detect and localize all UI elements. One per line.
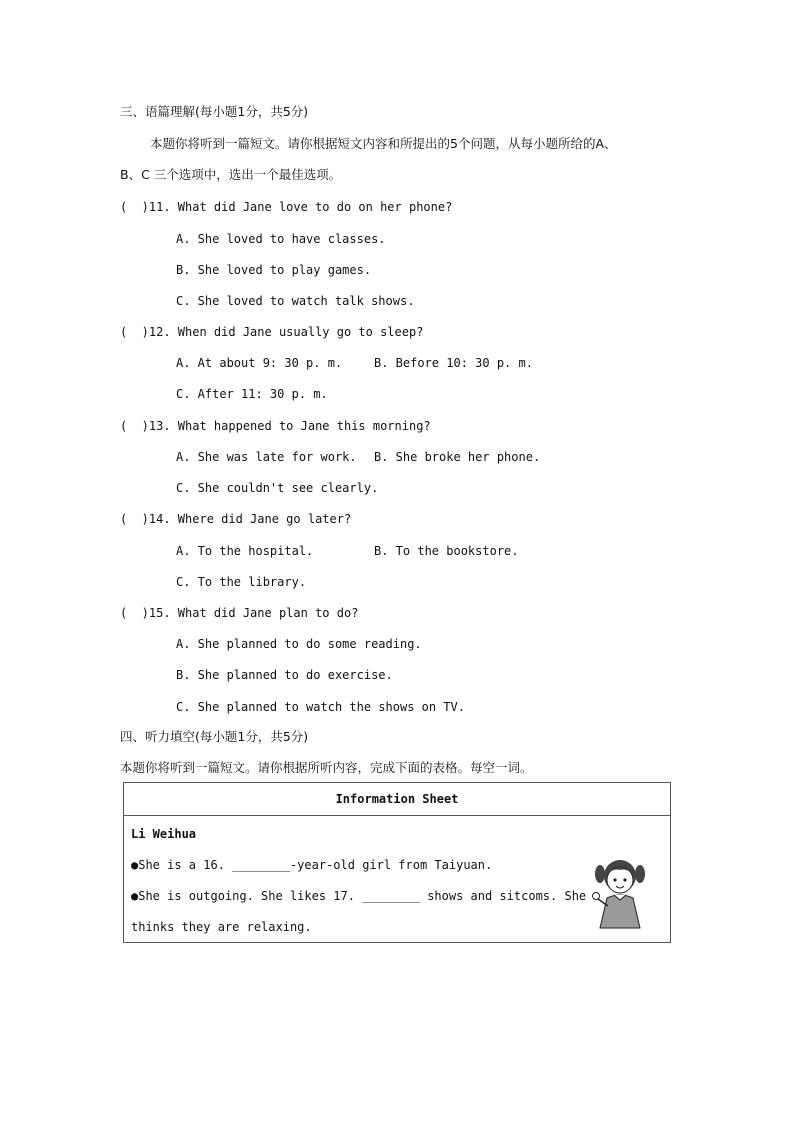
q12-option-a: A. At about 9: 30 p. m. — [176, 356, 343, 370]
person-name: Li Weihua — [131, 827, 197, 841]
q15-option-a: A. She planned to do some reading. — [176, 637, 422, 651]
q12-option-c: C. After 11: 30 p. m. — [176, 387, 328, 401]
q15-option-c: C. She planned to watch the shows on TV. — [176, 700, 465, 714]
question-12: ( )12. When did Jane usually go to sleep? — [120, 325, 424, 339]
q14-option-c: C. To the library. — [176, 575, 307, 589]
q13-option-c: C. She couldn't see clearly. — [176, 481, 379, 495]
q13-option-a: A. She was late for work. — [176, 450, 357, 464]
girl-cartoon-illustration — [590, 852, 650, 930]
section3-heading: 三、语篇理解(每小题1分，共5分) — [120, 104, 309, 119]
q11-option-a: A. She loved to have classes. — [176, 232, 386, 246]
information-sheet-body — [124, 816, 671, 943]
sheet-line-3: thinks they are relaxing. — [131, 920, 312, 934]
q15-option-b: B. She planned to do exercise. — [176, 668, 393, 682]
section3-intro-line2: B、C 三个选项中，选出一个最佳选项。 — [120, 167, 342, 182]
q14-option-a: A. To the hospital. — [176, 544, 314, 558]
q14-option-b: B. To the bookstore. — [374, 544, 519, 558]
q13-option-b: B. She broke her phone. — [374, 450, 541, 464]
q11-option-c: C. She loved to watch talk shows. — [176, 294, 415, 308]
q12-option-b: B. Before 10: 30 p. m. — [374, 356, 533, 370]
section4-intro: 本题你将听到一篇短文。请你根据所听内容，完成下面的表格。每空一词。 — [120, 760, 533, 775]
information-sheet-title: Information Sheet — [124, 783, 671, 816]
sheet-line-1: ●She is a 16. ________-year-old girl from Taiyuan. — [131, 858, 493, 872]
question-15: ( )15. What did Jane plan to do? — [120, 606, 359, 620]
question-14: ( )14. Where did Jane go later? — [120, 512, 352, 526]
question-11: ( )11. What did Jane love to do on her phone? — [120, 200, 453, 214]
question-13: ( )13. What happened to Jane this morning? — [120, 419, 431, 433]
section3-intro-line1: 本题你将听到一篇短文。请你根据短文内容和所提出的5个问题，从每小题所给的A、 — [150, 136, 617, 151]
section4-heading: 四、听力填空(每小题1分，共5分) — [120, 729, 309, 744]
q11-option-b: B. She loved to play games. — [176, 263, 372, 277]
information-sheet-table — [123, 782, 671, 943]
sheet-line-2: ●She is outgoing. She likes 17. ________ shows and sitcoms. She — [131, 889, 587, 903]
